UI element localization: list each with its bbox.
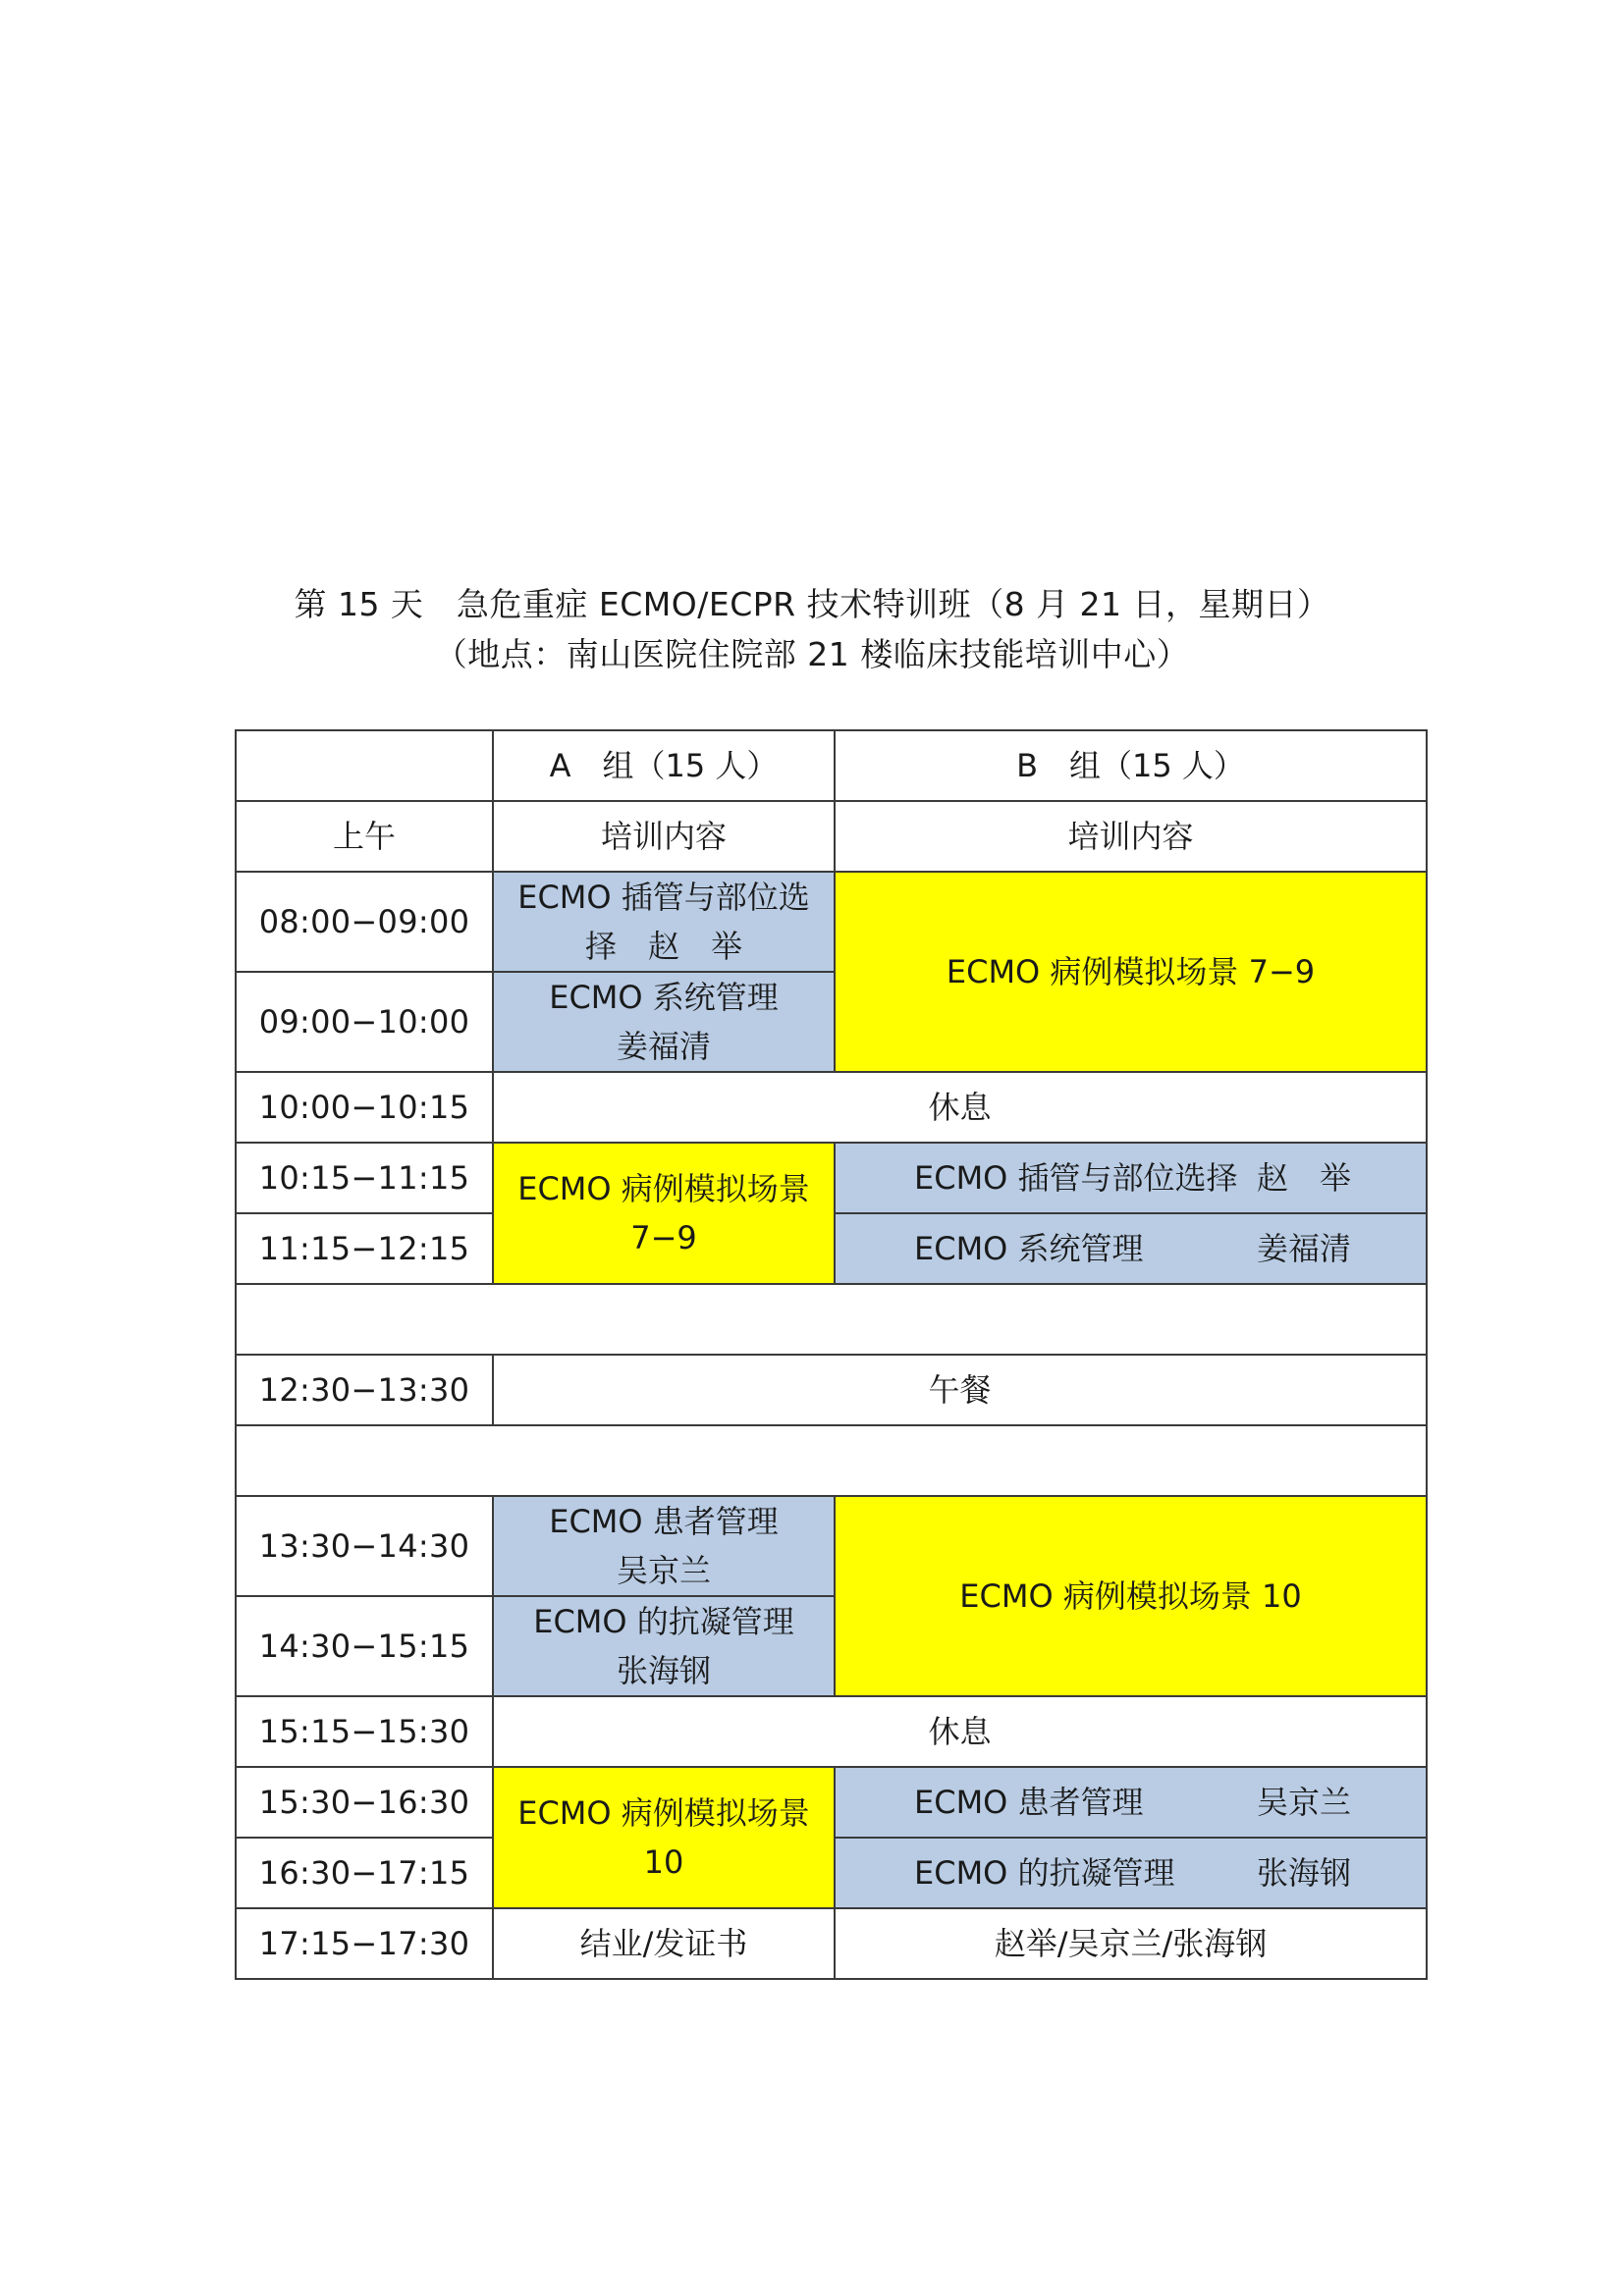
content-header-a: 培训内容	[493, 801, 835, 872]
session-cell-a	[493, 972, 835, 1072]
simulation-cell-a	[493, 1143, 835, 1284]
empty-row-cell	[236, 1284, 1427, 1355]
table-row	[236, 1072, 1427, 1143]
lunch-cell: 午餐	[493, 1355, 1427, 1425]
table-row	[236, 1496, 1427, 1596]
time-cell: 16:30−17:15	[236, 1838, 493, 1908]
session-topic: ECMO 患者管理	[549, 1503, 779, 1540]
session-cell-b	[835, 1767, 1427, 1838]
empty-row-cell	[236, 1425, 1427, 1496]
simulation-cell-b: ECMO 病例模拟场景 7−9	[835, 872, 1427, 1072]
session-instructor: 姜福清	[616, 1028, 711, 1065]
table-row	[236, 1696, 1427, 1767]
break-cell: 休息	[493, 1072, 1427, 1143]
session-cell-a	[493, 1596, 835, 1696]
table-row	[236, 1425, 1427, 1496]
instructors-cell: 赵举/吴京兰/张海钢	[835, 1908, 1427, 1979]
simulation-cell-b: ECMO 病例模拟场景 10	[835, 1496, 1427, 1696]
time-cell: 09:00−10:00	[236, 972, 493, 1072]
session-topic: ECMO 患者管理	[914, 1784, 1144, 1821]
session-topic: ECMO 病例模拟场景	[517, 1170, 810, 1207]
session-topic: ECMO 系统管理	[549, 979, 779, 1016]
session-cell-b	[835, 1838, 1427, 1908]
table-row	[236, 1143, 1427, 1213]
time-cell: 11:15−12:15	[236, 1213, 493, 1284]
session-instructor: 张海钢	[616, 1652, 711, 1689]
time-cell: 14:30−15:15	[236, 1596, 493, 1696]
session-topic: ECMO 的抗凝管理	[914, 1854, 1175, 1892]
session-topic: ECMO 的抗凝管理	[533, 1603, 794, 1640]
session-instructor: 张海钢	[1256, 1854, 1351, 1892]
table-row	[236, 1355, 1427, 1425]
session-scenario: 7−9	[630, 1219, 697, 1256]
table-row	[236, 1284, 1427, 1355]
time-cell: 15:30−16:30	[236, 1767, 493, 1838]
empty-header-cell	[236, 730, 493, 801]
time-cell: 17:15−17:30	[236, 1908, 493, 1979]
session-topic: ECMO 插管与部位选	[517, 879, 810, 916]
break-cell: 休息	[493, 1696, 1427, 1767]
period-label: 上午	[236, 801, 493, 872]
time-cell: 10:15−11:15	[236, 1143, 493, 1213]
table-row	[236, 1767, 1427, 1838]
session-instructor: 赵 举	[1256, 1159, 1351, 1197]
page-title: 第 15 天 急危重症 ECMO/ECPR 技术特训班（8 月 21 日，星期日）	[294, 585, 1330, 623]
table-row	[236, 730, 1427, 801]
session-topic: ECMO 病例模拟场景	[517, 1794, 810, 1832]
simulation-cell-a	[493, 1767, 835, 1908]
time-cell: 12:30−13:30	[236, 1355, 493, 1425]
session-cell-b	[835, 1213, 1427, 1284]
session-topic: ECMO 系统管理	[914, 1230, 1144, 1267]
table-row	[236, 872, 1427, 972]
time-cell: 08:00−09:00	[236, 872, 493, 972]
time-cell: 10:00−10:15	[236, 1072, 493, 1143]
content-header-b: 培训内容	[835, 801, 1427, 872]
session-cell-a	[493, 1496, 835, 1596]
session-instructor: 择 赵 举	[584, 928, 742, 965]
table-row	[236, 801, 1427, 872]
session-cell-a	[493, 872, 835, 972]
graduation-cell: 结业/发证书	[493, 1908, 835, 1979]
session-instructor: 吴京兰	[1256, 1784, 1351, 1821]
group-a-header: A 组（15 人）	[493, 730, 835, 801]
schedule-table	[235, 729, 1428, 1980]
page-subtitle-location: （地点：南山医院住院部 21 楼临床技能培训中心）	[434, 635, 1190, 673]
session-cell-b	[835, 1143, 1427, 1213]
time-cell: 15:15−15:30	[236, 1696, 493, 1767]
time-cell: 13:30−14:30	[236, 1496, 493, 1596]
session-instructor: 姜福清	[1256, 1230, 1351, 1267]
session-instructor: 吴京兰	[616, 1552, 711, 1589]
session-topic: ECMO 插管与部位选择	[914, 1159, 1238, 1197]
group-b-header: B 组（15 人）	[835, 730, 1427, 801]
session-scenario: 10	[643, 1843, 684, 1881]
table-row	[236, 1908, 1427, 1979]
